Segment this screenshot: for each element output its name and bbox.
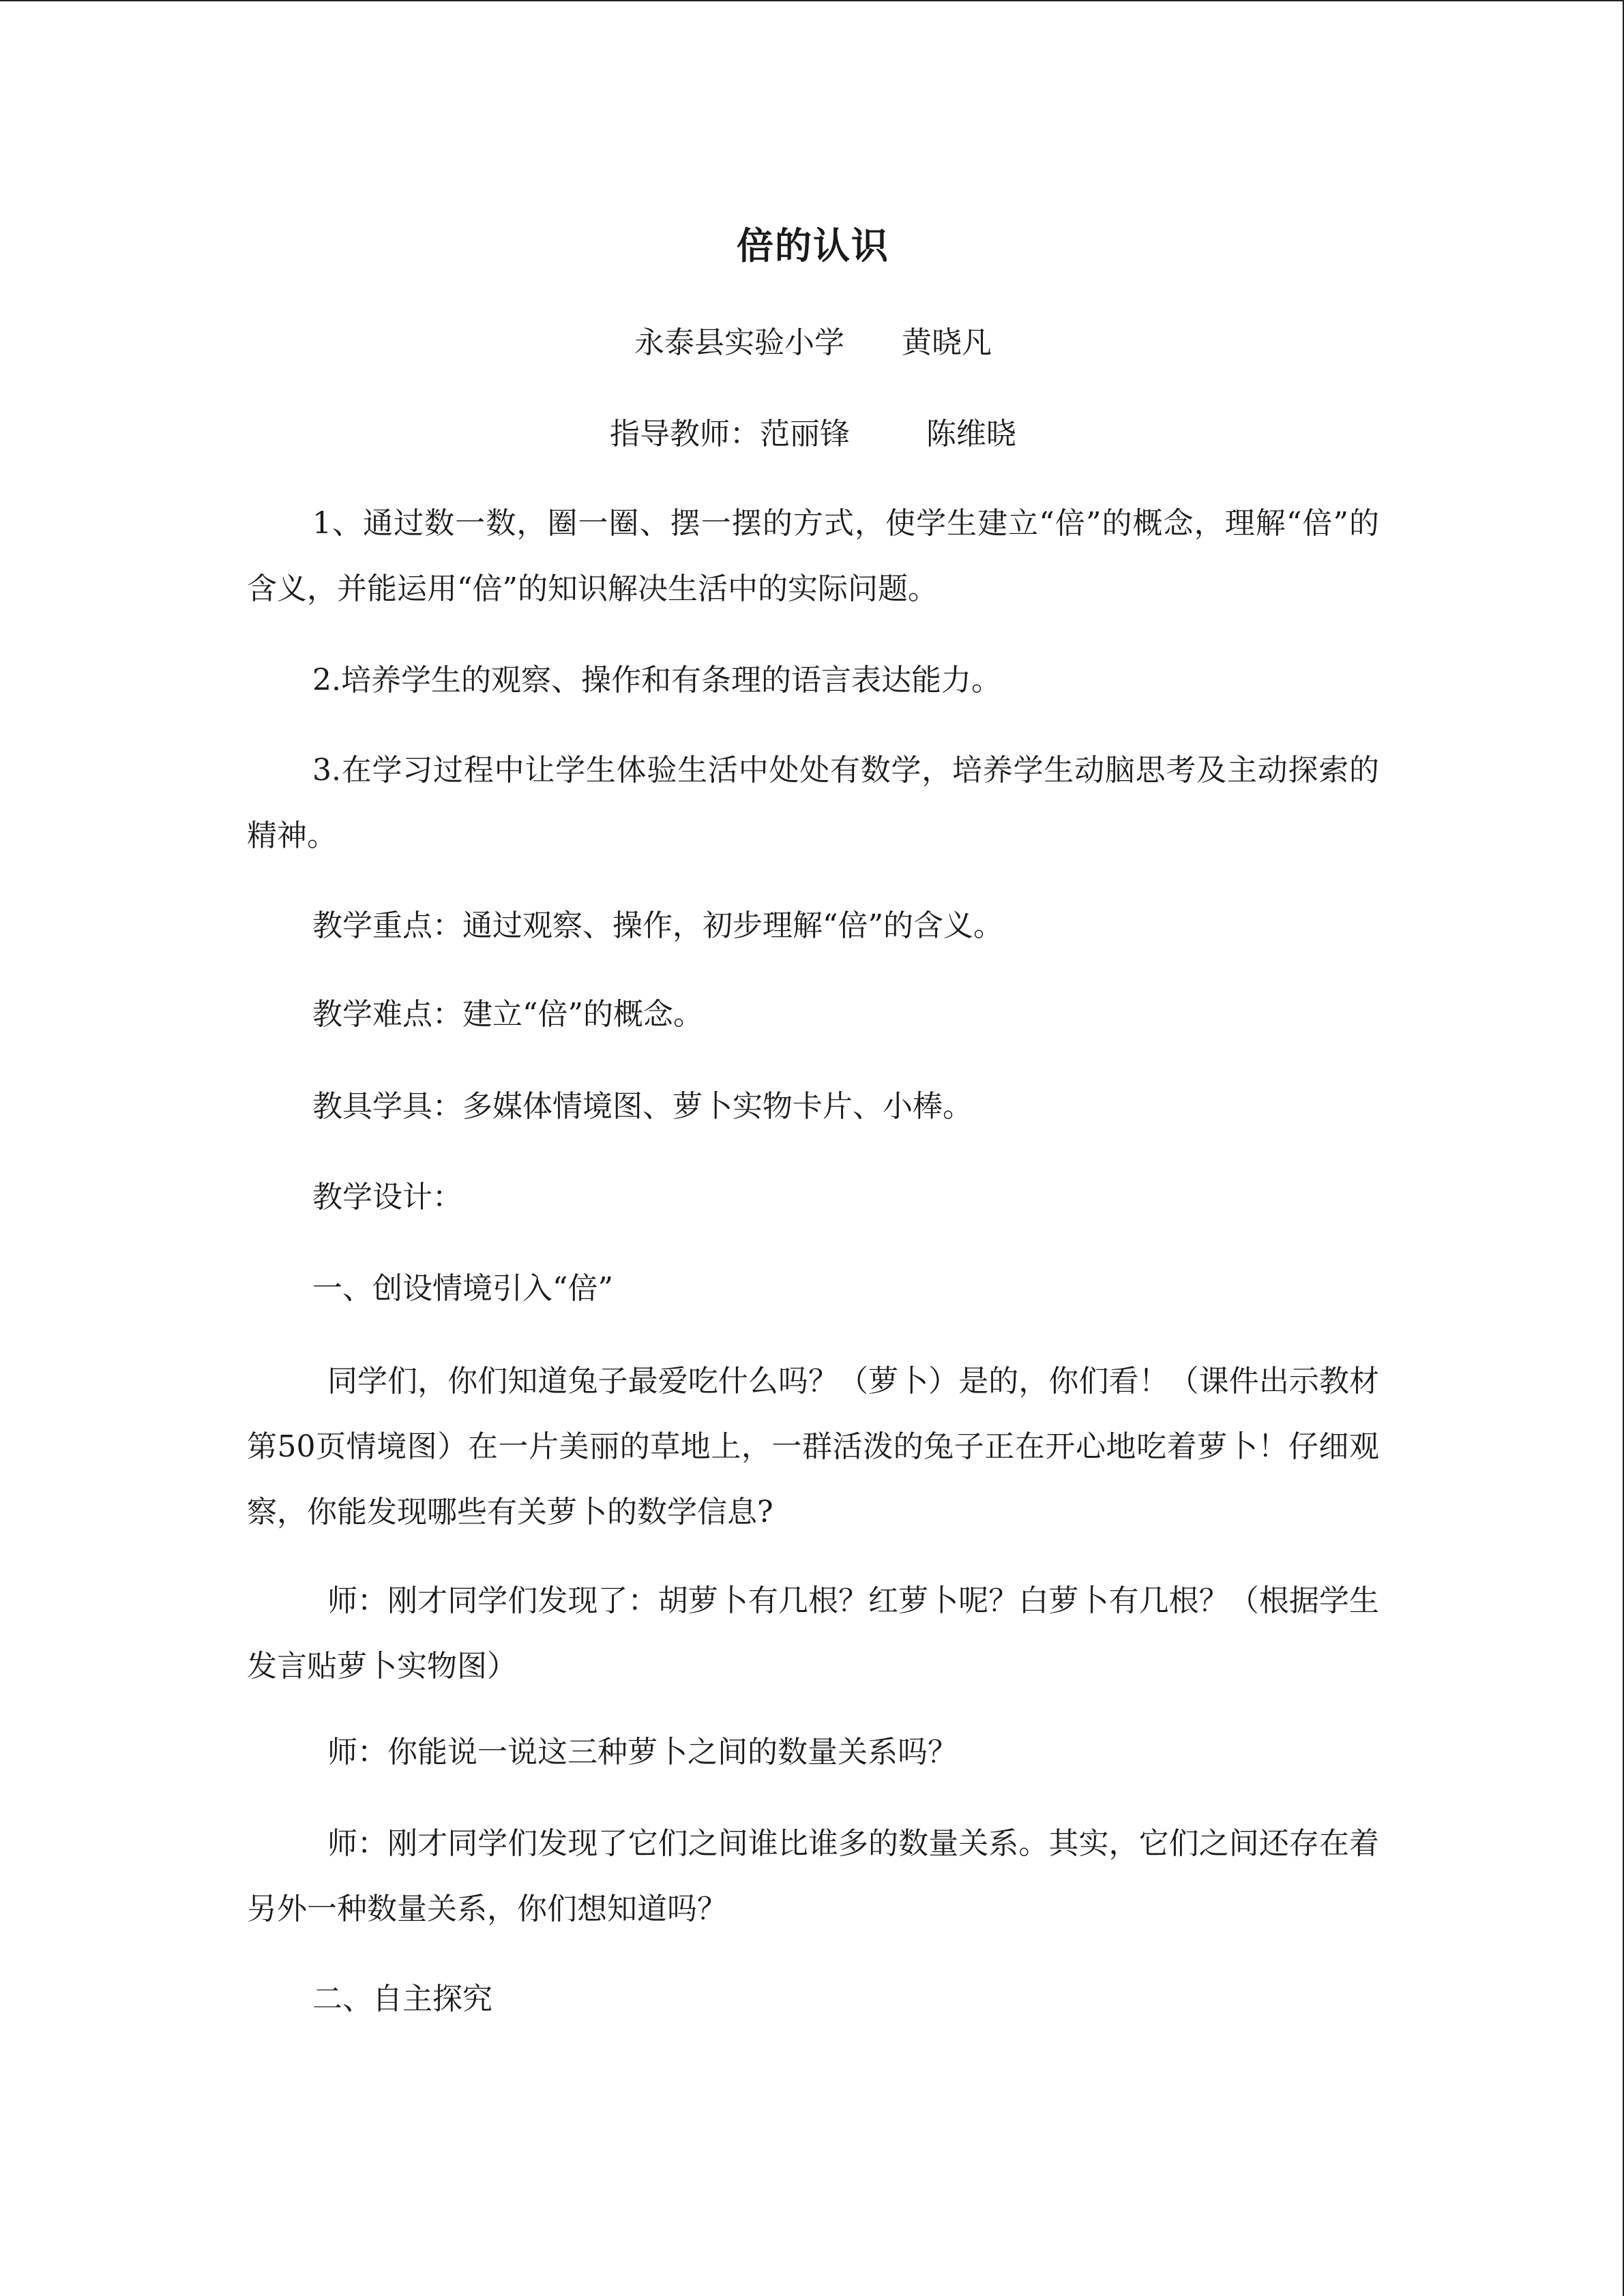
advisor-line: 指导教师：范丽锋 陈维晓 xyxy=(610,417,1016,451)
section-2-heading: 二、自主探究 xyxy=(312,1982,492,2016)
section-1-heading: 一、创设情境引入“倍” xyxy=(312,1271,613,1306)
teacher-line-3: 师：刚才同学们发现了它们之间谁比谁多的数量关系。其实，它们之间还存在着另外一种数量关系，你们想知道吗？ xyxy=(247,1826,1379,1926)
objective-1: 1、通过数一数，圈一圈、摆一摆的方式，使学生建立“倍”的概念，理解“倍”的含义，并能运用“倍”的知识解决生活中的实际问题。 xyxy=(247,506,1379,606)
teaching-aids: 教具学具：多媒体情境图、萝卜实物卡片、小棒。 xyxy=(312,1089,973,1124)
teacher-line-1: 师：刚才同学们发现了：胡萝卜有几根？红萝卜呢？白萝卜有几根？（根据学生发言贴萝卜实物图） xyxy=(247,1583,1379,1684)
objective-2: 2.培养学生的观察、操作和有条理的语言表达能力。 xyxy=(312,663,1001,698)
scenario-paragraph: 同学们，你们知道兔子最爱吃什么吗？（萝卜）是的，你们看！（课件出示教材第50页情境图）在一片美丽的草地上，一群活泼的兔子正在开心地吃着萝卜！仔细观察，你能发现哪些有关萝卜的数学信息? xyxy=(247,1364,1379,1530)
teacher-line-2: 师：你能说一说这三种萝卜之间的数量关系吗？ xyxy=(327,1735,958,1770)
document-title: 倍的认识 xyxy=(737,224,889,267)
teaching-difficulty: 教学难点：建立“倍”的概念。 xyxy=(312,997,703,1032)
author-line: 永泰县实验小学 黄晓凡 xyxy=(634,325,992,360)
teaching-focus: 教学重点：通过观察、操作，初步理解“倍”的含义。 xyxy=(312,908,1003,943)
teaching-design-heading: 教学设计： xyxy=(312,1180,462,1214)
objective-3: 3.在学习过程中让学生体验生活中处处有数学，培养学生动脑思考及主动探索的精神。 xyxy=(247,753,1379,853)
